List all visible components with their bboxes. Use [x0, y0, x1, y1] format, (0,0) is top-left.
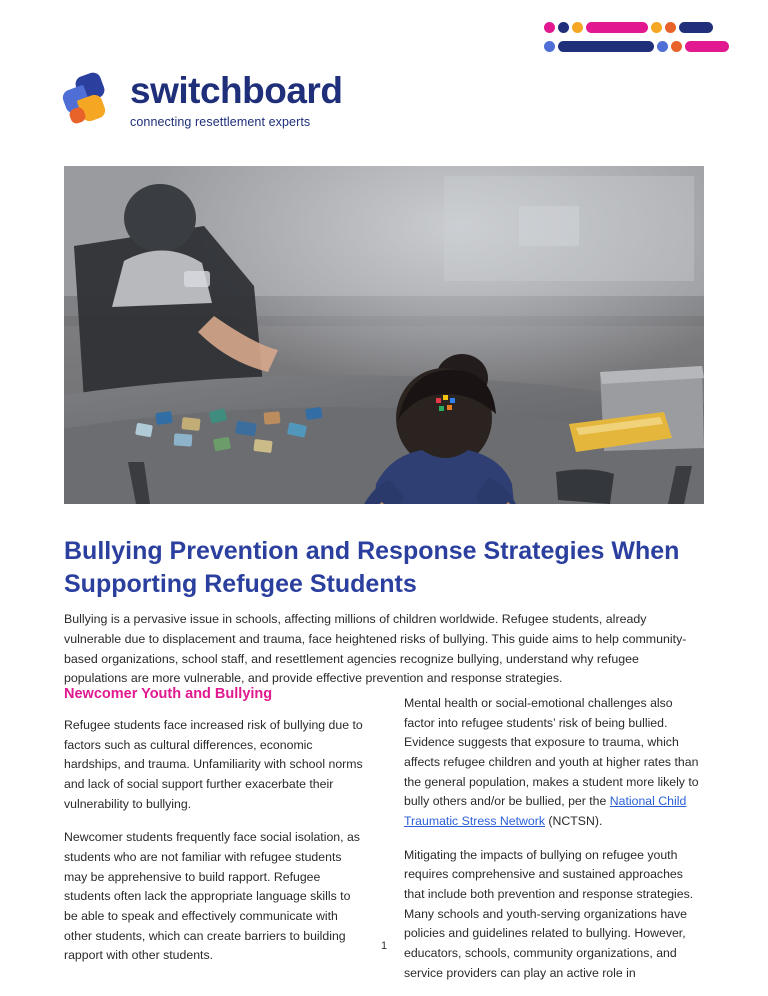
page-number: 1: [380, 940, 388, 952]
dot-2: [572, 22, 583, 33]
page-title: Bullying Prevention and Response Strategies When Supporting Refugee Students: [64, 536, 680, 598]
left-column: [64, 686, 364, 980]
logo-tagline: connecting resettlement experts: [130, 115, 311, 129]
dot-3: [671, 41, 682, 52]
dot-5: [665, 22, 676, 33]
left-paragraph-2: Newcomer students frequently face social isolation, as students who are not familiar with refugee students may be apprehensive to build rapport. Refugee students often lack the appropriate language skills to be able to speak and effectively communicate with other students, which can create barriers to building rapport with other students.: [64, 830, 360, 963]
dot-1: [558, 22, 569, 33]
pill-1: [558, 41, 654, 52]
decorative-dot-bars: [544, 22, 744, 62]
hero-photo: [64, 166, 704, 504]
intro-paragraph: Bullying is a pervasive issue in schools, affecting millions of children worldwide. Refugee students, already vulnerable due to displacement and trauma, face heightened risks of bullying. This guide aims to help community-based organizations, school staff, and resettlement agencies recognize bullying, understand why refugee populations are more vulnerable, and provide effective prevention and response strategies.: [64, 612, 687, 686]
dot-2: [657, 41, 668, 52]
pill-3: [586, 22, 648, 33]
right-paragraph-1-text-after: (NCTSN).: [545, 814, 603, 829]
dot-row-top: [544, 22, 744, 33]
section-heading-newcomer-youth-and-bullying: Newcomer Youth and Bullying: [64, 686, 273, 702]
right-paragraph-1-text-before: Mental health or social-emotional challenges also factor into refugee students’ risk of being bullied. Evidence suggests that exposure to trauma, which affects refugee children and youth at higher rates than the general population, makes a student more likely to bully others and/or be bullied, per the: [404, 696, 699, 809]
right-paragraph-2: Mitigating the impacts of bullying on refugee youth requires comprehensive and sustained approaches that include both prevention and response strategies. Many schools and youth-serving organizations have policies and guidelines related to bullying. However, educators, schools, community organizations, and service providers can play an active role in: [404, 847, 694, 980]
right-paragraph-1: [404, 694, 704, 832]
dot-4: [651, 22, 662, 33]
dot-0: [544, 22, 555, 33]
dot-0: [544, 41, 555, 52]
pill-4: [685, 41, 729, 52]
dot-row-bottom: [544, 41, 744, 52]
pill-6: [679, 22, 713, 33]
left-paragraph-1: Refugee students face increased risk of bullying due to factors such as cultural differences, economic hardships, and trauma. Unfamiliarity with school norms and lack of social support further exacerbate their vulnerability to bullying.: [64, 718, 363, 811]
switchboard-mark-icon: [64, 74, 118, 128]
logo-wordmark: switchboard: [130, 70, 343, 111]
nctsn-link[interactable]: National Child Traumatic Stress Network: [404, 794, 687, 829]
switchboard-logo: [64, 72, 342, 129]
